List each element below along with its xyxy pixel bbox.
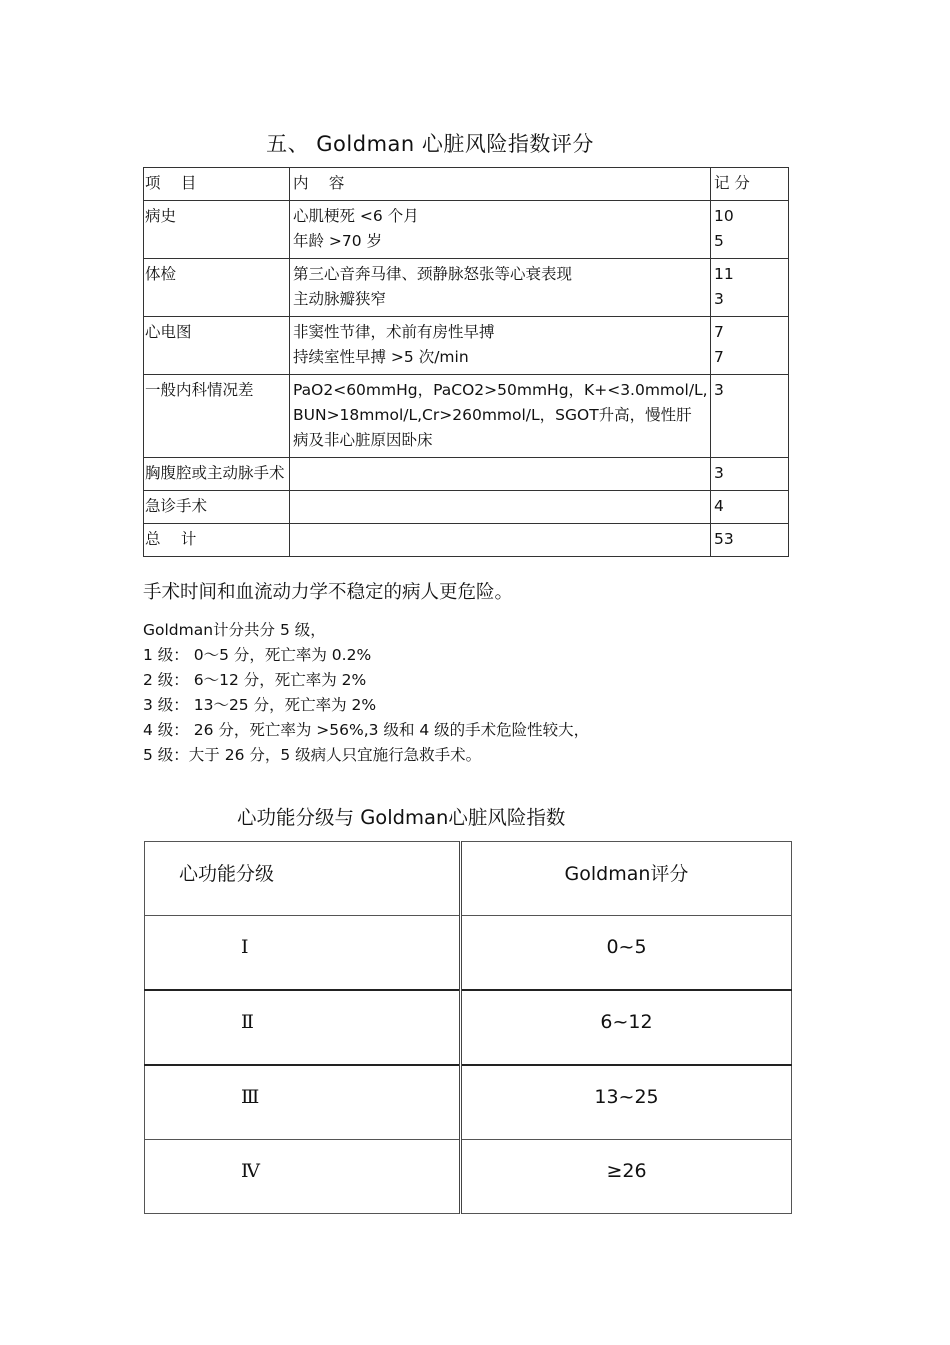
content-line: PaO2<60mmHg，PaCO2>50mmHg，K+<3.0mmol/L, — [293, 381, 708, 399]
grade-note-line: 4 级： 26 分，死亡率为 >56%,3 级和 4 级的手术危险性较大， — [143, 721, 590, 739]
grade-cell: Ⅲ — [145, 1065, 461, 1140]
content-line: 非窦性节律，术前有房性早搏 — [293, 323, 495, 341]
score-cell: ≥26 — [461, 1140, 792, 1214]
table-row — [145, 1065, 792, 1140]
score-line: 7 — [714, 323, 724, 341]
header-score: 记 分 — [711, 168, 789, 201]
table-row — [144, 317, 789, 375]
score-line: 3 — [714, 381, 724, 399]
row-item: 急诊手术 — [144, 491, 290, 524]
risk-note: 手术时间和血流动力学不稳定的病人更危险。 — [143, 582, 514, 603]
table-row — [144, 458, 789, 491]
row-content — [290, 524, 711, 557]
score-line: 5 — [714, 232, 724, 250]
grade-cell: Ⅰ — [145, 916, 461, 991]
table-row-total — [144, 524, 789, 557]
row-content — [290, 201, 711, 259]
score-cell: 13~25 — [461, 1065, 792, 1140]
content-line: 病及非心脏原因卧床 — [293, 431, 433, 449]
header-grade: 心功能分级 — [145, 842, 461, 916]
row-content — [290, 259, 711, 317]
grade-note-line: Goldman计分共分 5 级， — [143, 621, 326, 639]
score-line: 11 — [714, 265, 734, 283]
cardiac-function-table — [144, 841, 792, 1214]
row-content — [290, 491, 711, 524]
row-item: 胸腹腔或主动脉手术 — [144, 458, 290, 491]
row-score — [711, 375, 789, 458]
table-header-row — [145, 842, 792, 916]
table-row — [145, 916, 792, 991]
table-row — [145, 990, 792, 1065]
table-header-row — [144, 168, 789, 201]
grade-note-line: 1 级： 0～5 分，死亡率为 0.2% — [143, 646, 372, 664]
score-line: 7 — [714, 348, 724, 366]
goldman-score-table — [143, 167, 789, 557]
row-score — [711, 259, 789, 317]
content-line: 心肌梗死 <6 个月 — [293, 207, 419, 225]
table-row — [145, 1140, 792, 1214]
score-line: 4 — [714, 497, 724, 515]
row-score — [711, 524, 789, 557]
table-row — [144, 201, 789, 259]
section-title-2: 心功能分级与 Goldman心脏风险指数 — [237, 806, 566, 829]
score-cell: 6~12 — [461, 990, 792, 1065]
row-content — [290, 458, 711, 491]
score-cell: 0~5 — [461, 916, 792, 991]
row-item: 总 计 — [144, 524, 290, 557]
row-item: 一般内科情况差 — [144, 375, 290, 458]
content-line: 第三心音奔马律、颈静脉怒张等心衰表现 — [293, 265, 573, 283]
content-line: 持续室性早搏 >5 次/min — [293, 348, 469, 366]
row-content — [290, 375, 711, 458]
content-line: BUN>18mmol/L,Cr>260mmol/L，SGOT升高，慢性肝 — [293, 406, 692, 424]
score-line: 53 — [714, 530, 734, 548]
content-line: 年龄 >70 岁 — [293, 232, 383, 250]
grade-cell: Ⅱ — [145, 990, 461, 1065]
row-score — [711, 317, 789, 375]
grade-note-line: 3 级： 13～25 分，死亡率为 2% — [143, 696, 377, 714]
row-content — [290, 317, 711, 375]
header-goldman: Goldman评分 — [461, 842, 792, 916]
section-title: 五、 Goldman 心脏风险指数评分 — [266, 132, 594, 156]
score-line: 10 — [714, 207, 734, 225]
score-line: 3 — [714, 290, 724, 308]
table-row — [144, 259, 789, 317]
row-score — [711, 201, 789, 259]
table-row — [144, 491, 789, 524]
header-item: 项 目 — [144, 168, 290, 201]
content-line: 主动脉瓣狭窄 — [293, 290, 387, 308]
grade-note-line: 2 级： 6～12 分，死亡率为 2% — [143, 671, 367, 689]
grade-notes — [143, 618, 589, 768]
row-item: 体检 — [144, 259, 290, 317]
grade-cell: Ⅳ — [145, 1140, 461, 1214]
table-row — [144, 375, 789, 458]
score-line: 3 — [714, 464, 724, 482]
row-item: 病史 — [144, 201, 290, 259]
grade-note-line: 5 级：大于 26 分，5 级病人只宜施行急救手术。 — [143, 746, 482, 764]
row-score — [711, 491, 789, 524]
header-content: 内 容 — [290, 168, 711, 201]
row-item: 心电图 — [144, 317, 290, 375]
row-score — [711, 458, 789, 491]
